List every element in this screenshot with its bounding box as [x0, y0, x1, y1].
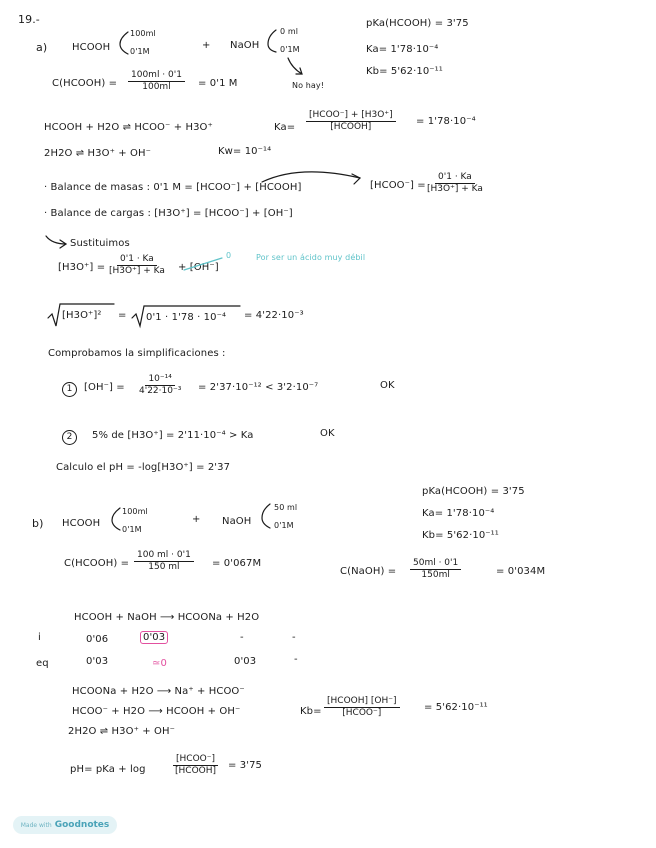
fraction-denominator: [H3O⁺] + Ka — [109, 266, 165, 276]
check2-ok: OK — [320, 428, 335, 439]
acid-brace-b — [112, 508, 120, 530]
check-title: Comprobamos la simplificaciones : — [48, 348, 226, 359]
fraction-denominator: 150 ml — [148, 562, 180, 572]
part-a-label: a) — [36, 41, 48, 54]
circled-number: 2 — [62, 430, 77, 445]
row-eq-cell: 0'03 — [234, 656, 257, 667]
concentration-result: = 0'1 M — [198, 78, 238, 89]
oh-zero: 0 — [226, 251, 232, 260]
oh-term: + [OH⁻] — [178, 262, 219, 273]
kb-value: Kb= 5'62·10⁻¹¹ — [366, 66, 443, 77]
acid-formula: HCOOH — [72, 42, 111, 53]
fraction-denominator: [HCOOH] — [175, 766, 217, 776]
fraction-denominator: 4'22·10⁻³ — [139, 386, 182, 396]
row-eq-cell: - — [294, 654, 298, 665]
circled-number: 1 — [62, 382, 77, 397]
fraction-numerator: 100ml · 0'1 — [128, 70, 185, 82]
kw-value: Kw= 10⁻¹⁴ — [218, 146, 272, 157]
goodnotes-badge — [13, 816, 117, 834]
base-conc-result-b: = 0'034M — [496, 566, 546, 577]
base-concentration: 0'1M — [280, 45, 300, 54]
fraction-denominator: [H3O⁺] + Ka — [427, 184, 483, 194]
mass-balance-arrow — [262, 172, 360, 182]
ka-expression-result: = 1'78·10⁻⁴ — [416, 116, 476, 127]
plus-sign-b: + — [192, 514, 201, 525]
substitute-arrow — [46, 236, 66, 244]
ka-value: Ka= 1'78·10⁻⁴ — [366, 44, 439, 55]
no-base-arrow — [288, 58, 302, 74]
no-base-note: No hay! — [292, 81, 325, 90]
kb-value-b: Kb= 5'62·10⁻¹¹ — [422, 530, 499, 541]
fraction-numerator: 100 ml · 0'1 — [134, 550, 194, 562]
base-formula: NaOH — [230, 40, 260, 51]
acid-volume: 100ml — [130, 29, 156, 38]
made-with-label: Made with — [20, 821, 52, 829]
oh-strike — [184, 258, 222, 270]
row-eq-cell-approx: ≃0 — [152, 658, 167, 669]
base-brace — [268, 30, 276, 52]
fraction-numerator: 50ml · 0'1 — [410, 558, 461, 570]
row-i-cell: - — [240, 632, 244, 643]
fraction-numerator: [HCOO⁻] + [H3O⁺] — [306, 110, 396, 122]
check1-ok: OK — [380, 380, 395, 391]
water-autoionization: 2H2O ⇌ H3O⁺ + OH⁻ — [44, 148, 151, 159]
goodnotes-logo: Goodnotes — [54, 820, 110, 830]
acid-conc-result-b: = 0'067M — [212, 558, 262, 569]
sqrt-result: = 4'22·10⁻³ — [244, 310, 304, 321]
check1-result: = 2'37·10⁻¹² < 3'2·10⁻⁷ — [198, 382, 319, 393]
base-brace-b — [262, 504, 270, 528]
acid-brace — [120, 32, 128, 54]
fraction-numerator: 10⁻¹⁴ — [145, 374, 174, 386]
base-formula-b: NaOH — [222, 516, 252, 527]
ph-equation-label: pH= pKa + log — [70, 764, 146, 775]
mass-balance: · Balance de masas : 0'1 M = [HCOO⁻] + [HCOOH] — [44, 182, 302, 193]
acid-concentration-b: 0'1M — [122, 525, 142, 534]
check1-label: [OH⁻] = — [84, 382, 125, 393]
kb-expression-label: Kb= — [300, 706, 322, 717]
dissociation-equation: HCOOH + H2O ⇌ HCOO⁻ + H3O⁺ — [44, 122, 213, 133]
row-i-label: i — [38, 632, 41, 643]
sqrt-rhs: 0'1 · 1'78 · 10⁻⁴ — [146, 312, 227, 323]
acid-conc-label-b: C(HCOOH) = — [64, 558, 130, 569]
ph-equation-result: = 3'75 — [228, 760, 262, 771]
arrow-head — [352, 174, 360, 184]
charge-balance: · Balance de cargas : [H3O⁺] = [HCOO⁻] + [OH⁻] — [44, 208, 293, 219]
row-i-cell: 0'06 — [86, 634, 109, 645]
base-conc-label-b: C(NaOH) = — [340, 566, 397, 577]
plus-sign: + — [202, 40, 211, 51]
fraction-denominator: 150ml — [421, 570, 450, 580]
fraction-numerator: 0'1 · Ka — [117, 254, 157, 266]
base-volume-b: 50 ml — [274, 503, 298, 512]
part-b-label: b) — [32, 517, 44, 530]
fraction-denominator: [HCOOH] — [330, 122, 372, 132]
ka-expression-label: Ka= — [274, 122, 296, 133]
neutralization-reaction: HCOOH + NaOH ⟶ HCOONa + H2O — [74, 612, 260, 623]
concentration-label: C(HCOOH) = — [52, 78, 118, 89]
fraction-numerator: [HCOOH] [OH⁻] — [324, 696, 400, 708]
hcoo-label: [HCOO⁻] = — [370, 180, 426, 191]
fraction-numerator: 0'1 · Ka — [435, 172, 475, 184]
pka-value: pKa(HCOOH) = 3'75 — [366, 18, 469, 29]
row-eq-cell: 0'03 — [86, 656, 109, 667]
hydrolysis-salt: HCOONa + H2O ⟶ Na⁺ + HCOO⁻ — [72, 686, 245, 697]
sqrt-sign-left — [48, 304, 114, 326]
weak-acid-note: Por ser un ácido muy débil — [256, 253, 366, 262]
row-i-cell: - — [292, 632, 296, 643]
sqrt-sign-right — [132, 306, 240, 326]
fraction-numerator: [HCOO⁻] — [173, 754, 218, 766]
sqrt-lhs: [H3O⁺]² — [62, 310, 102, 321]
acid-volume-b: 100ml — [122, 507, 148, 516]
substitute-label: Sustituimos — [70, 238, 130, 249]
equals-sign: = — [118, 310, 127, 321]
pka-value-b: pKa(HCOOH) = 3'75 — [422, 486, 525, 497]
kb-expression-result: = 5'62·10⁻¹¹ — [424, 702, 488, 713]
water-autoionization-b: 2H2O ⇌ H3O⁺ + OH⁻ — [68, 726, 175, 737]
acid-concentration: 0'1M — [130, 47, 150, 56]
fraction-denominator: 100ml — [142, 82, 171, 92]
check2-text: 5% de [H3O⁺] = 2'11·10⁻⁴ > Ka — [92, 430, 254, 441]
base-concentration-b: 0'1M — [274, 521, 294, 530]
h3o-label: [H3O⁺] = — [58, 262, 106, 273]
highlighted-value: 0'03 — [140, 631, 168, 644]
hydrolysis-anion: HCOO⁻ + H2O ⟶ HCOOH + OH⁻ — [72, 706, 241, 717]
base-volume: 0 ml — [280, 27, 299, 36]
ph-result: Calculo el pH = -log[H3O⁺] = 2'37 — [56, 462, 231, 473]
row-eq-label: eq — [36, 658, 49, 669]
acid-formula-b: HCOOH — [62, 518, 101, 529]
ka-value-b: Ka= 1'78·10⁻⁴ — [422, 508, 495, 519]
problem-number: 19.- — [18, 13, 40, 26]
fraction-denominator: [HCOO⁻] — [342, 708, 382, 718]
